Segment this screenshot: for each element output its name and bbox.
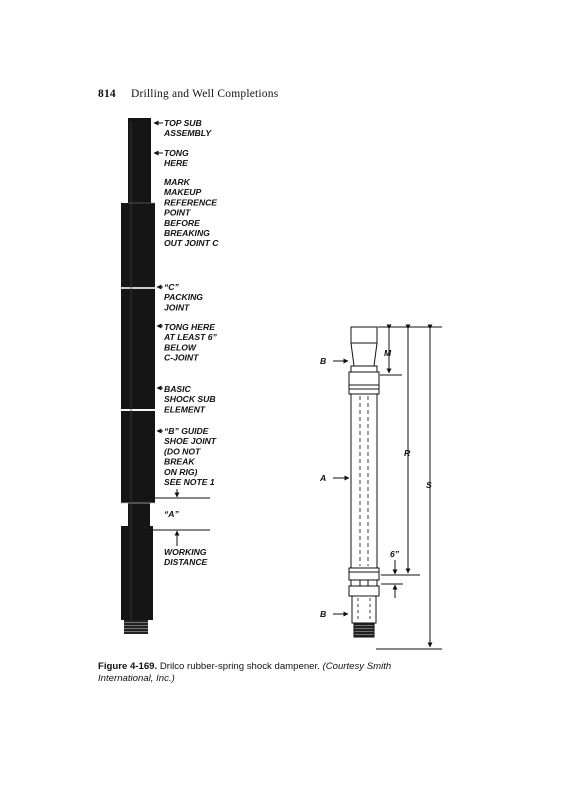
label-top-sub-assembly: TOP SUB ASSEMBLY <box>164 118 212 139</box>
label-tong-here: TONG HERE <box>164 148 189 169</box>
label-b-guide-shoe-joint: “B” GUIDE SHOE JOINT (DO NOT BREAK ON RIG) SEE NOTE 1 <box>164 426 217 487</box>
label-c-packing-joint: “C” PACKING JOINT <box>164 282 203 313</box>
label-basic-shock-sub-element: BASIC SHOCK SUB ELEMENT <box>164 384 216 415</box>
running-title: Drilling and Well Completions <box>130 88 279 100</box>
right-shock-dampener-drawing <box>349 327 379 637</box>
caption-credit: (Courtesy Smith International, Inc.) <box>98 661 392 684</box>
page-number: 814 <box>98 88 116 100</box>
label-tong-here-below-c-joint: TONG HERE AT LEAST 6” BELOW C-JOINT <box>164 322 217 363</box>
figure-label: Figure 4-169. <box>98 661 158 672</box>
left-shock-sub-drawing <box>121 118 155 634</box>
label-b-bottom: B <box>320 609 327 619</box>
figure-caption <box>98 661 438 685</box>
label-mark-makeup-reference: MARK MAKEUP REFERENCE POINT BEFORE BREAKING OUT JOINT C <box>164 177 219 249</box>
label-r: R <box>404 448 411 458</box>
left-labels <box>163 118 219 567</box>
label-b-top: B <box>320 356 327 366</box>
label-six-inch: 6” <box>390 549 400 559</box>
label-working-distance: WORKING DISTANCE <box>164 547 208 568</box>
label-a: A <box>320 473 327 483</box>
label-s: S <box>426 480 432 490</box>
caption-text: Drilco rubber-spring shock dampener. <box>157 661 323 672</box>
label-m: M <box>384 348 392 358</box>
label-a-gap: “A” <box>164 509 179 519</box>
